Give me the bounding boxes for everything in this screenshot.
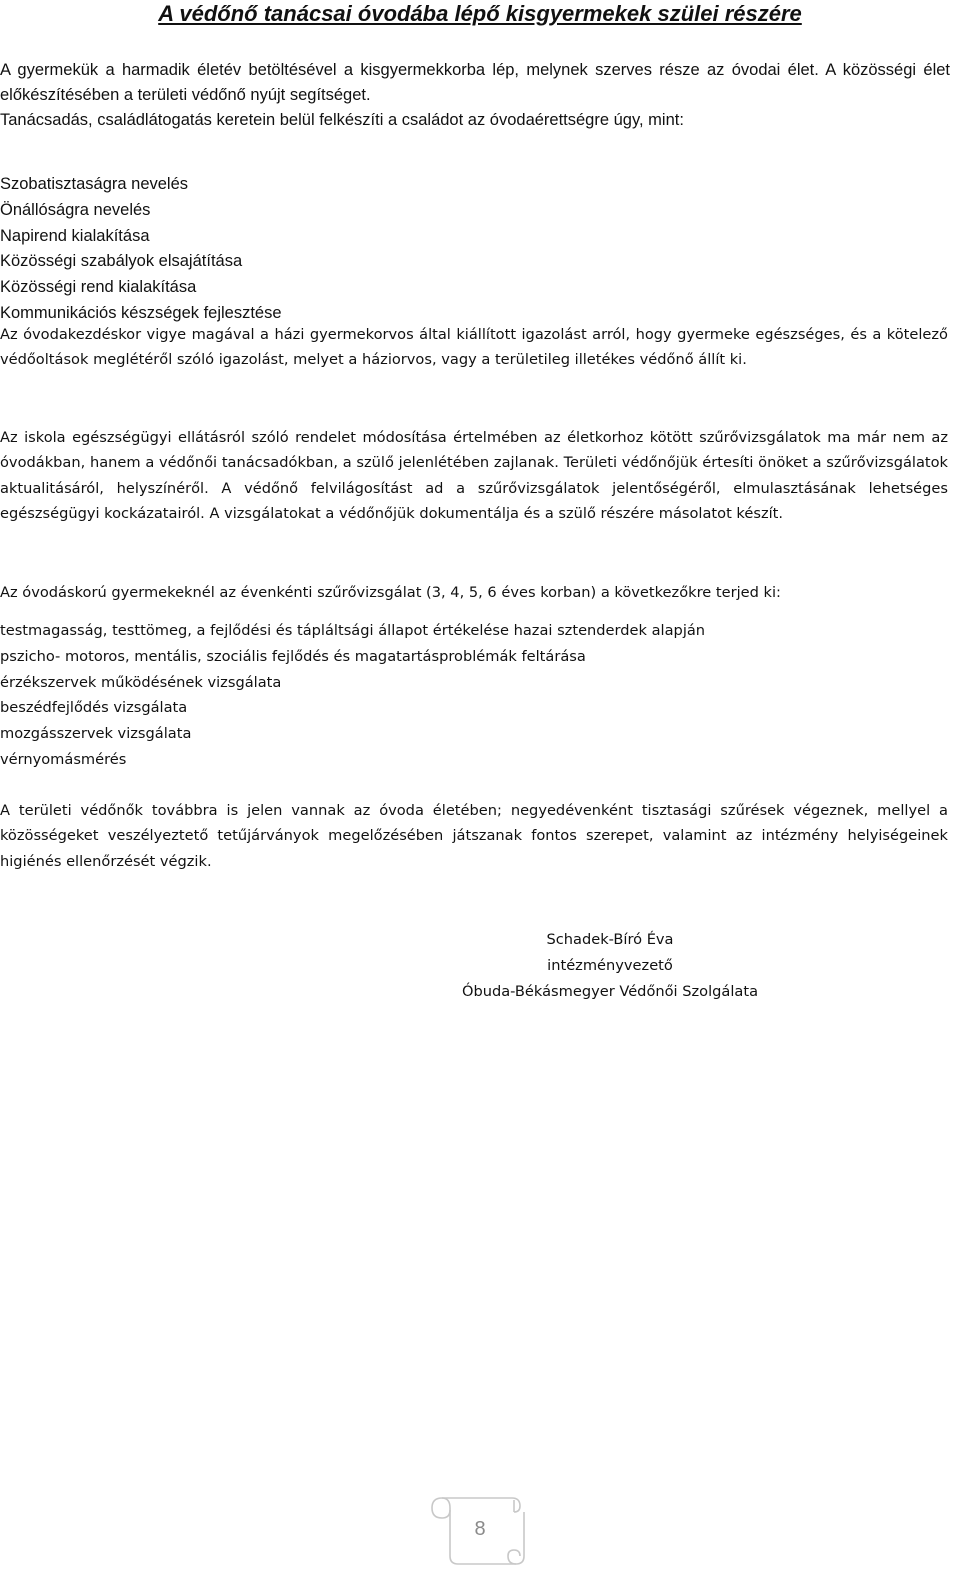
list-item: beszédfejlődés vizsgálata (0, 699, 188, 717)
signature-block (420, 927, 800, 1005)
list-item: mozgásszervek vizsgálata (0, 725, 192, 743)
list-item: vérnyomásmérés (0, 750, 127, 768)
screening-list (0, 618, 950, 773)
list-item: érzékszervek működésének vizsgálata (0, 673, 282, 691)
page-number: 8 (474, 1518, 486, 1540)
lead-paragraph: Tanácsadás, családlátogatás keretein belül felkészíti a családot az óvodaérettségre úgy, mint: (0, 111, 684, 129)
list-item: Szobatisztaságra nevelés (0, 175, 189, 193)
list-item: pszicho- motoros, mentális, szociális fejlődés és magatartásproblémák feltárása (0, 647, 586, 665)
preparation-list (0, 172, 950, 327)
page-title: A védőnő tanácsai óvodába lépő kisgyermekek szülei részére (158, 1, 802, 26)
signature-role: intézményvezető (547, 957, 673, 974)
signature-organization: Óbuda-Békásmegyer Védőnői Szolgálata (461, 983, 759, 1000)
annual-screening-paragraph: Az óvodáskorú gyermekeknél az évenkénti szűrővizsgálat (3, 4, 5, 6 éves korban) a következőkre terjed ki: (0, 584, 781, 601)
certificate-paragraph: Az óvodakezdéskor vigye magával a házi gyermekorvos által kiállított igazolást arról, hogy gyermeke egészséges, és a kötelező védőoltások meglétéről szóló igazolást, melyet a háziorvos, vagy a területileg illetékes védőnő állít ki. (0, 326, 948, 369)
list-item: Kommunikációs készségek fejlesztése (0, 303, 282, 322)
intro-paragraph: A gyermekük a harmadik életév betöltésével a kisgyermekkorba lép, melynek szerves része az óvodai élet. A közösségi élet előkészítésében a területi védőnő nyújt segítséget. (0, 61, 950, 104)
page-number-badge (420, 1490, 530, 1570)
list-item: Napirend kialakítása (0, 226, 150, 245)
list-item: Önállóságra nevelés (0, 200, 151, 219)
list-item: Közösségi szabályok elsajátítása (0, 252, 243, 271)
closing-paragraph: A területi védőnők továbbra is jelen vannak az óvoda életében; negyedévenként tisztasági szűrések végeznek, mellyel a közösségeket veszélyeztető tetűjárványok megelőzésében játszanak fontos szerepet, valamint az intézmény helyiségeinek higiénés ellenőrzését végzik. (0, 802, 948, 870)
list-item: Közösségi rend kialakítása (0, 278, 197, 297)
screening-paragraph: Az iskola egészségügyi ellátásról szóló rendelet módosítása értelmében az életkorhoz kötött szűrővizsgálatok ma már nem az óvodákban, hanem a védőnői tanácsadókban, a szülő jelenlétében zajlanak. Területi védőnőjük értesíti önöket a szűrővizsgálatok aktualitásáról, helyszínéről. A védőnő felvilágosítást ad a szűrővizsgálatok jelentőségéről, elmulasztásának lehetséges egészségügyi kockázatairól. A vizsgálatokat a védőnőjük dokumentálja és a szülő részére másolatot készít. (0, 429, 948, 522)
signature-name: Schadek-Bíró Éva (546, 931, 674, 948)
list-item: testmagasság, testtömeg, a fejlődési és tápláltsági állapot értékelése hazai sztenderdek alapján (0, 622, 706, 639)
